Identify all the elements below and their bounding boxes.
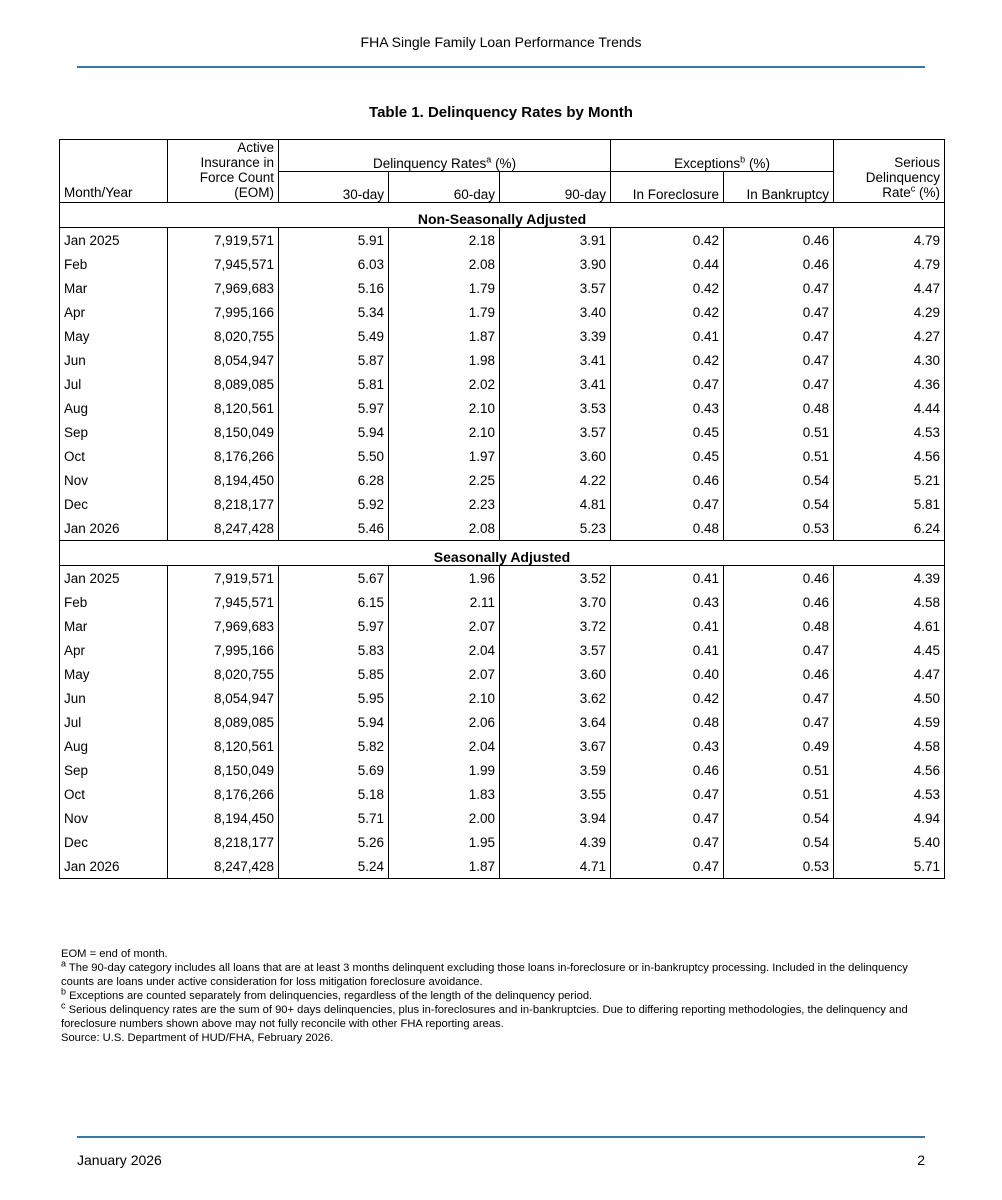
cell-30-day: 5.81: [279, 372, 389, 396]
cell-60-day: 2.02: [389, 372, 500, 396]
cell-in-foreclosure: 0.41: [611, 638, 724, 662]
cell-active-count: 7,945,571: [168, 252, 279, 276]
cell-in-foreclosure: 0.42: [611, 348, 724, 372]
table-row: [60, 228, 945, 253]
cell-90-day: 3.41: [500, 372, 611, 396]
cell-30-day: 5.83: [279, 638, 389, 662]
cell-30-day: 6.03: [279, 252, 389, 276]
footer-date: January 2026: [77, 1152, 162, 1168]
cell-90-day: 3.57: [500, 420, 611, 444]
table-row: [60, 710, 945, 734]
cell-30-day: 5.34: [279, 300, 389, 324]
cell-active-count: 8,020,755: [168, 324, 279, 348]
cell-active-count: 7,919,571: [168, 566, 279, 591]
cell-90-day: 4.22: [500, 468, 611, 492]
cell-90-day: 3.57: [500, 276, 611, 300]
cell-in-foreclosure: 0.47: [611, 830, 724, 854]
cell-month: Jul: [60, 710, 168, 734]
group-delinquency-rates: [279, 140, 611, 172]
cell-in-foreclosure: 0.44: [611, 252, 724, 276]
cell-in-bankruptcy: 0.54: [724, 468, 834, 492]
footnote-text: Source: U.S. Department of HUD/FHA, February 2026.: [61, 1032, 334, 1044]
footnote: [61, 947, 941, 961]
cell-90-day: 3.67: [500, 734, 611, 758]
cell-month: May: [60, 324, 168, 348]
cell-30-day: 5.94: [279, 420, 389, 444]
cell-month: Feb: [60, 590, 168, 614]
col-serious-unit: (%): [915, 185, 941, 200]
cell-month: Apr: [60, 638, 168, 662]
cell-month: Mar: [60, 276, 168, 300]
col-serious-line: Serious: [894, 155, 941, 170]
cell-serious-rate: 4.53: [913, 424, 941, 440]
cell-90-day: 5.23: [500, 516, 611, 541]
col-serious-rate: [834, 140, 945, 203]
cell-90-day: 3.53: [500, 396, 611, 420]
col-active-count-line: Active: [237, 140, 274, 155]
cell-active-count: 8,054,947: [168, 348, 279, 372]
cell-serious-rate: 4.47: [913, 666, 941, 682]
cell-serious-rate: 4.79: [913, 256, 941, 272]
table-row: [60, 854, 945, 879]
table-row: [60, 396, 945, 420]
table-row: [60, 686, 945, 710]
cell-90-day: 3.59: [500, 758, 611, 782]
cell-90-day: 3.62: [500, 686, 611, 710]
col-serious-line: Delinquency: [865, 170, 941, 185]
table-row: [60, 468, 945, 492]
table-row: [60, 566, 945, 591]
col-90-day: 90-day: [500, 171, 611, 203]
table-row: [60, 806, 945, 830]
cell-30-day: 5.26: [279, 830, 389, 854]
cell-in-foreclosure: 0.47: [611, 854, 724, 879]
cell-90-day: 3.70: [500, 590, 611, 614]
cell-in-foreclosure: 0.47: [611, 782, 724, 806]
cell-serious-rate: 4.50: [913, 690, 941, 706]
cell-active-count: 8,020,755: [168, 662, 279, 686]
cell-serious-rate: 4.45: [913, 642, 941, 658]
cell-30-day: 5.94: [279, 710, 389, 734]
col-month-year: [60, 140, 168, 203]
header-rule: [77, 66, 925, 68]
col-active-count-line: (EOM): [234, 185, 274, 200]
section-header-row: [60, 541, 945, 566]
cell-serious-rate: 4.58: [913, 594, 941, 610]
cell-serious-rate: 5.81: [913, 496, 941, 512]
cell-60-day: 2.04: [389, 734, 500, 758]
footnote-marker: a: [61, 958, 67, 969]
cell-90-day: 3.60: [500, 662, 611, 686]
cell-serious-rate: 4.39: [913, 570, 941, 586]
cell-in-foreclosure: 0.47: [611, 372, 724, 396]
table-row: [60, 782, 945, 806]
cell-in-foreclosure: 0.41: [611, 566, 724, 591]
col-serious-line: [838, 185, 940, 200]
cell-in-bankruptcy: 0.49: [724, 734, 834, 758]
cell-30-day: 5.71: [279, 806, 389, 830]
cell-in-foreclosure: 0.45: [611, 444, 724, 468]
cell-30-day: 5.18: [279, 782, 389, 806]
col-30-day: 30-day: [279, 171, 389, 203]
cell-serious-rate: 4.59: [913, 714, 941, 730]
footnote: [61, 986, 941, 1003]
cell-30-day: 6.28: [279, 468, 389, 492]
cell-active-count: 8,247,428: [168, 516, 279, 541]
cell-active-count: 8,089,085: [168, 710, 279, 734]
section-title: Seasonally Adjusted: [60, 541, 945, 566]
footnote-text: Exceptions are counted separately from delinquencies, regardless of the length of the delinquency period.: [66, 990, 593, 1002]
cell-30-day: 5.95: [279, 686, 389, 710]
cell-month: Mar: [60, 614, 168, 638]
cell-60-day: 2.06: [389, 710, 500, 734]
cell-active-count: 8,194,450: [168, 806, 279, 830]
cell-serious-rate: 4.47: [913, 280, 941, 296]
cell-in-foreclosure: 0.42: [611, 228, 724, 253]
cell-30-day: 5.16: [279, 276, 389, 300]
cell-serious-rate: 4.58: [913, 738, 941, 754]
cell-30-day: 5.97: [279, 614, 389, 638]
cell-90-day: 3.55: [500, 782, 611, 806]
cell-active-count: 8,247,428: [168, 854, 279, 879]
footnote: [61, 1000, 941, 1031]
cell-in-foreclosure: 0.48: [611, 710, 724, 734]
cell-in-bankruptcy: 0.47: [724, 710, 834, 734]
cell-60-day: 2.07: [389, 614, 500, 638]
cell-in-bankruptcy: 0.46: [724, 662, 834, 686]
cell-in-bankruptcy: 0.48: [724, 396, 834, 420]
cell-month: Jan 2026: [60, 854, 168, 879]
cell-in-foreclosure: 0.47: [611, 806, 724, 830]
cell-month: Jun: [60, 686, 168, 710]
cell-in-bankruptcy: 0.47: [724, 348, 834, 372]
section-header-row: [60, 203, 945, 228]
cell-in-foreclosure: 0.42: [611, 276, 724, 300]
cell-60-day: 2.10: [389, 686, 500, 710]
cell-in-bankruptcy: 0.51: [724, 444, 834, 468]
cell-60-day: 1.87: [389, 854, 500, 879]
cell-in-bankruptcy: 0.47: [724, 372, 834, 396]
group-exceptions: [611, 140, 834, 172]
cell-month: May: [60, 662, 168, 686]
group-delinquency-label: Delinquency Rates: [372, 155, 487, 171]
table-row: [60, 830, 945, 854]
cell-active-count: 8,218,177: [168, 830, 279, 854]
cell-in-bankruptcy: 0.51: [724, 758, 834, 782]
cell-60-day: 1.98: [389, 348, 500, 372]
cell-serious-rate: 4.30: [913, 352, 941, 368]
cell-month: Nov: [60, 806, 168, 830]
cell-month: Dec: [60, 830, 168, 854]
cell-30-day: 5.24: [279, 854, 389, 879]
cell-60-day: 1.96: [389, 566, 500, 591]
cell-active-count: 7,969,683: [168, 614, 279, 638]
col-serious-rate-word: Rate: [882, 185, 911, 200]
cell-60-day: 1.87: [389, 324, 500, 348]
footnote-text: Serious delinquency rates are the sum of 90+ days delinquencies, plus in-foreclosures and in-bankruptcies. Due to differing reporting methodologies, the delinquency and foreclosure numbers shown above may not fully reconcile with other FHA reporting areas.: [61, 1004, 908, 1030]
table-row: [60, 638, 945, 662]
cell-30-day: 6.15: [279, 590, 389, 614]
footnote-text: EOM = end of month.: [61, 948, 168, 960]
cell-in-bankruptcy: 0.46: [724, 590, 834, 614]
group-delinquency-unit: (%): [491, 155, 517, 171]
footnote-marker: b: [61, 986, 67, 997]
cell-30-day: 5.91: [279, 228, 389, 253]
cell-30-day: 5.50: [279, 444, 389, 468]
cell-month: Aug: [60, 396, 168, 420]
cell-serious-rate: 4.79: [913, 232, 941, 248]
cell-in-bankruptcy: 0.47: [724, 686, 834, 710]
col-active-count: [168, 140, 279, 203]
table-row: [60, 300, 945, 324]
footnote-marker: c: [61, 1000, 66, 1011]
cell-30-day: 5.87: [279, 348, 389, 372]
cell-serious-rate: 4.61: [913, 618, 941, 634]
footnote: [61, 958, 941, 989]
table-row: [60, 420, 945, 444]
cell-90-day: 3.39: [500, 324, 611, 348]
cell-90-day: 3.40: [500, 300, 611, 324]
cell-active-count: 8,194,450: [168, 468, 279, 492]
cell-serious-rate: 4.94: [913, 810, 941, 826]
footnote-marker: b: [740, 154, 746, 164]
cell-active-count: 7,995,166: [168, 638, 279, 662]
cell-60-day: 2.23: [389, 492, 500, 516]
cell-in-bankruptcy: 0.54: [724, 806, 834, 830]
cell-serious-rate: 4.56: [913, 762, 941, 778]
cell-active-count: 7,969,683: [168, 276, 279, 300]
cell-90-day: 3.64: [500, 710, 611, 734]
cell-90-day: 3.52: [500, 566, 611, 591]
cell-in-foreclosure: 0.41: [611, 324, 724, 348]
section-title: Non-Seasonally Adjusted: [60, 203, 945, 228]
cell-60-day: 2.25: [389, 468, 500, 492]
cell-90-day: 3.72: [500, 614, 611, 638]
cell-in-foreclosure: 0.43: [611, 734, 724, 758]
cell-month: Jan 2025: [60, 566, 168, 591]
footnote-marker: c: [910, 183, 916, 194]
cell-90-day: 3.60: [500, 444, 611, 468]
col-active-count-line: Insurance in: [200, 155, 274, 170]
cell-month: Jul: [60, 372, 168, 396]
col-month-year-label: Month/Year: [64, 185, 133, 200]
col-in-foreclosure: In Foreclosure: [611, 171, 724, 203]
cell-30-day: 5.46: [279, 516, 389, 541]
cell-60-day: 1.97: [389, 444, 500, 468]
cell-month: Dec: [60, 492, 168, 516]
cell-month: Nov: [60, 468, 168, 492]
cell-30-day: 5.49: [279, 324, 389, 348]
col-in-bankruptcy: In Bankruptcy: [724, 171, 834, 203]
cell-60-day: 1.95: [389, 830, 500, 854]
cell-60-day: 2.08: [389, 252, 500, 276]
footer-rule: [77, 1136, 925, 1138]
cell-serious-rate: 4.29: [913, 304, 941, 320]
header-row-top: [60, 140, 945, 172]
cell-month: Aug: [60, 734, 168, 758]
cell-serious-rate: 4.56: [913, 448, 941, 464]
cell-in-foreclosure: 0.41: [611, 614, 724, 638]
cell-90-day: 4.39: [500, 830, 611, 854]
cell-90-day: 4.81: [500, 492, 611, 516]
cell-month: Feb: [60, 252, 168, 276]
cell-90-day: 3.90: [500, 252, 611, 276]
footnotes: [61, 947, 941, 1045]
cell-serious-rate: 4.53: [913, 786, 941, 802]
cell-in-bankruptcy: 0.47: [724, 300, 834, 324]
cell-month: Oct: [60, 782, 168, 806]
cell-month: Jun: [60, 348, 168, 372]
cell-serious-rate: 5.71: [913, 858, 941, 874]
cell-in-bankruptcy: 0.47: [724, 638, 834, 662]
cell-month: Apr: [60, 300, 168, 324]
cell-in-bankruptcy: 0.53: [724, 854, 834, 879]
cell-60-day: 1.79: [389, 300, 500, 324]
cell-in-foreclosure: 0.40: [611, 662, 724, 686]
cell-60-day: 2.10: [389, 420, 500, 444]
delinquency-table: [59, 139, 945, 879]
cell-30-day: 5.85: [279, 662, 389, 686]
cell-60-day: 2.08: [389, 516, 500, 541]
table-row: [60, 590, 945, 614]
cell-month: Jan 2026: [60, 516, 168, 541]
cell-month: Oct: [60, 444, 168, 468]
cell-month: Sep: [60, 420, 168, 444]
cell-60-day: 2.00: [389, 806, 500, 830]
cell-in-foreclosure: 0.46: [611, 468, 724, 492]
cell-90-day: 3.91: [500, 228, 611, 253]
cell-in-bankruptcy: 0.46: [724, 566, 834, 591]
cell-serious-rate: 5.21: [913, 472, 941, 488]
cell-90-day: 3.57: [500, 638, 611, 662]
cell-60-day: 2.11: [389, 590, 500, 614]
table-row: [60, 492, 945, 516]
cell-in-foreclosure: 0.45: [611, 420, 724, 444]
cell-90-day: 3.94: [500, 806, 611, 830]
footnote-text: The 90-day category includes all loans that are at least 3 months delinquent excluding those loans in-foreclosure or in-bankruptcy processing. Included in the delinquency counts are loans under active consideration for loss mitigation foreclosure avoidance.: [61, 962, 908, 988]
cell-in-bankruptcy: 0.51: [724, 420, 834, 444]
table-row: [60, 444, 945, 468]
cell-active-count: 7,919,571: [168, 228, 279, 253]
table-row: [60, 324, 945, 348]
cell-active-count: 8,176,266: [168, 444, 279, 468]
table-row: [60, 662, 945, 686]
cell-active-count: 8,054,947: [168, 686, 279, 710]
cell-90-day: 4.71: [500, 854, 611, 879]
table-row: [60, 372, 945, 396]
cell-in-bankruptcy: 0.46: [724, 252, 834, 276]
table-row: [60, 348, 945, 372]
cell-serious-rate: 4.27: [913, 328, 941, 344]
cell-in-bankruptcy: 0.47: [724, 324, 834, 348]
table-row: [60, 734, 945, 758]
cell-serious-rate: 5.40: [913, 834, 941, 850]
cell-in-bankruptcy: 0.46: [724, 228, 834, 253]
cell-active-count: 8,176,266: [168, 782, 279, 806]
table-row: [60, 276, 945, 300]
cell-60-day: 2.10: [389, 396, 500, 420]
cell-active-count: 8,150,049: [168, 420, 279, 444]
cell-active-count: 8,120,561: [168, 396, 279, 420]
cell-30-day: 5.92: [279, 492, 389, 516]
running-title: FHA Single Family Loan Performance Trends: [360, 34, 642, 50]
cell-30-day: 5.82: [279, 734, 389, 758]
cell-in-foreclosure: 0.47: [611, 492, 724, 516]
cell-in-bankruptcy: 0.54: [724, 830, 834, 854]
cell-30-day: 5.69: [279, 758, 389, 782]
table-row: [60, 758, 945, 782]
cell-month: Sep: [60, 758, 168, 782]
cell-in-foreclosure: 0.46: [611, 758, 724, 782]
cell-active-count: 8,089,085: [168, 372, 279, 396]
cell-90-day: 3.41: [500, 348, 611, 372]
col-active-count-line: Force Count: [199, 170, 274, 185]
cell-month: Jan 2025: [60, 228, 168, 253]
cell-serious-rate: 4.36: [913, 376, 941, 392]
table-row: [60, 516, 945, 541]
group-exceptions-label: Exceptions: [674, 155, 741, 171]
cell-30-day: 5.97: [279, 396, 389, 420]
cell-active-count: 8,218,177: [168, 492, 279, 516]
table-row: [60, 614, 945, 638]
cell-in-foreclosure: 0.43: [611, 590, 724, 614]
cell-in-bankruptcy: 0.53: [724, 516, 834, 541]
cell-active-count: 8,120,561: [168, 734, 279, 758]
cell-in-bankruptcy: 0.48: [724, 614, 834, 638]
footnote: [61, 1031, 941, 1045]
group-exceptions-unit: (%): [745, 155, 770, 171]
cell-60-day: 1.99: [389, 758, 500, 782]
page-number: 2: [917, 1152, 925, 1168]
footnote-marker: a: [486, 154, 492, 164]
table-row: [60, 252, 945, 276]
cell-in-bankruptcy: 0.47: [724, 276, 834, 300]
cell-in-foreclosure: 0.48: [611, 516, 724, 541]
cell-30-day: 5.67: [279, 566, 389, 591]
cell-active-count: 8,150,049: [168, 758, 279, 782]
cell-60-day: 1.83: [389, 782, 500, 806]
cell-60-day: 1.79: [389, 276, 500, 300]
cell-active-count: 7,945,571: [168, 590, 279, 614]
cell-serious-rate: 4.44: [913, 400, 941, 416]
table-title: Table 1. Delinquency Rates by Month: [369, 104, 633, 121]
cell-in-foreclosure: 0.42: [611, 686, 724, 710]
cell-serious-rate: 6.24: [913, 520, 941, 536]
cell-in-bankruptcy: 0.54: [724, 492, 834, 516]
cell-in-foreclosure: 0.43: [611, 396, 724, 420]
cell-in-bankruptcy: 0.51: [724, 782, 834, 806]
cell-60-day: 2.07: [389, 662, 500, 686]
cell-active-count: 7,995,166: [168, 300, 279, 324]
cell-in-foreclosure: 0.42: [611, 300, 724, 324]
cell-60-day: 2.18: [389, 228, 500, 253]
cell-60-day: 2.04: [389, 638, 500, 662]
col-60-day: 60-day: [389, 171, 500, 203]
